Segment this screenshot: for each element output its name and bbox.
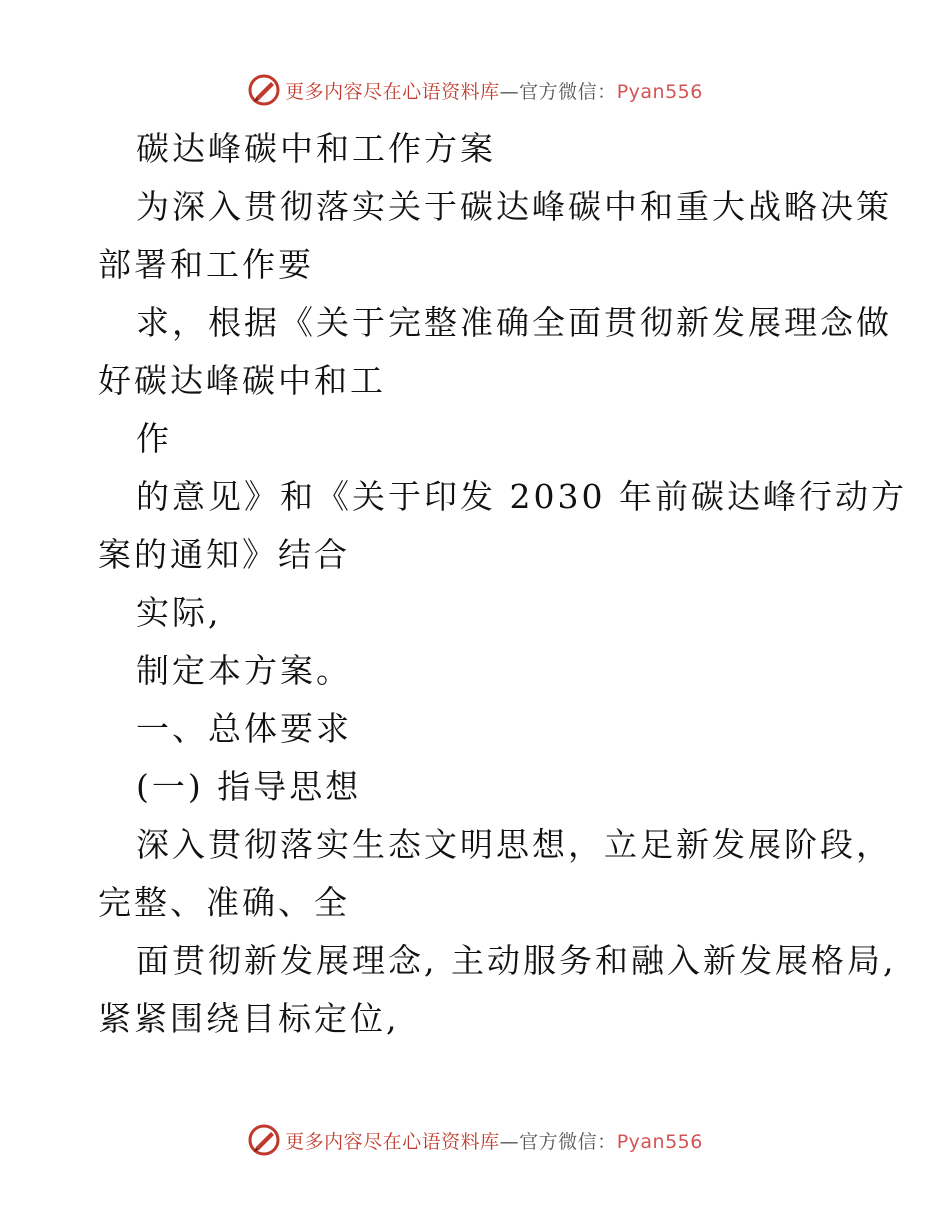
banner-text: 更多内容尽在心语资料库—官方微信：Pyan556 (285, 1130, 703, 1153)
doc-line: 实际, (136, 593, 222, 632)
section-heading: 一、总体要求 (136, 709, 352, 748)
document-body (98, 120, 907, 1048)
doc-line: 面贯彻新发展理念, 主动服务和融入新发展格局, (136, 941, 897, 980)
doc-line: 完整、准确、全 (98, 883, 350, 922)
doc-line: 作 (136, 419, 172, 458)
doc-line: 为深入贯彻落实关于碳达峰碳中和重大战略决策 (136, 187, 892, 226)
doc-line: 的意见》和《关于印发 2030 年前碳达峰行动方 (136, 477, 907, 516)
doc-line: 案的通知》结合 (98, 535, 350, 574)
doc-line: 好碳达峰碳中和工 (98, 361, 386, 400)
doc-line: 深入贯彻落实生态文明思想，立足新发展阶段， (136, 825, 892, 864)
header-watermark-banner (0, 70, 950, 110)
pen-logo-icon (247, 73, 281, 107)
banner-text: 更多内容尽在心语资料库—官方微信：Pyan556 (285, 80, 703, 103)
doc-line: 紧紧围绕目标定位, (98, 999, 400, 1038)
footer-watermark-banner (0, 1120, 950, 1160)
doc-line-title: 碳达峰碳中和工作方案 (136, 129, 496, 168)
doc-line: 制定本方案。 (136, 651, 352, 690)
pen-logo-icon (247, 1123, 281, 1157)
doc-line: 求，根据《关于完整准确全面贯彻新发展理念做 (136, 303, 892, 342)
subsection-heading: (一) 指导思想 (136, 767, 362, 806)
doc-line: 部署和工作要 (98, 245, 314, 284)
